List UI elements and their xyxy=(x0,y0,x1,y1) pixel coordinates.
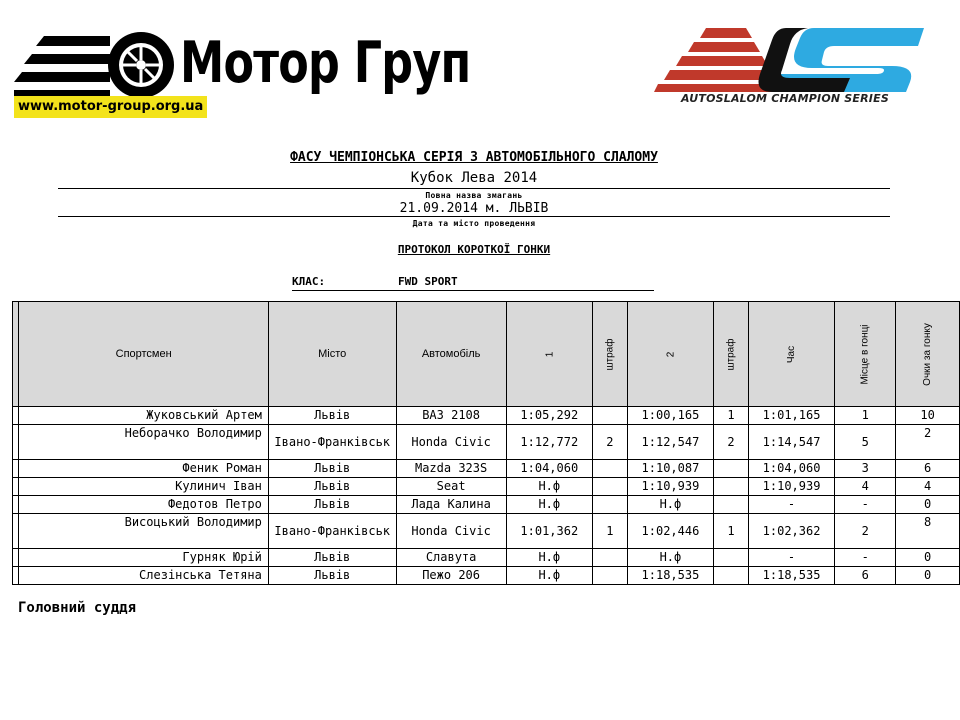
series-title: ФАСУ ЧЕМПІОНСЬКА СЕРІЯ З АВТОМОБІЛЬНОГО СЛАЛОМУ xyxy=(290,150,658,165)
points: 2 xyxy=(896,425,960,460)
athlete-name: Феник Роман xyxy=(19,460,268,478)
penalty1 xyxy=(592,496,627,514)
run2: Н.ф xyxy=(627,496,713,514)
car: Славута xyxy=(396,549,506,567)
time: - xyxy=(748,549,834,567)
car: Seat xyxy=(396,478,506,496)
col-header-penalty2: штраф xyxy=(714,302,749,407)
points: 8 xyxy=(896,514,960,549)
table-header-row xyxy=(13,302,960,407)
run2: 1:02,446 xyxy=(627,514,713,549)
penalty1 xyxy=(592,460,627,478)
place: - xyxy=(835,496,896,514)
event-name-caption: Повна назва змагань xyxy=(425,191,523,200)
points: 6 xyxy=(896,460,960,478)
penalty2 xyxy=(714,549,749,567)
col-header-athlete: Спортсмен xyxy=(19,302,268,407)
penalty2 xyxy=(714,460,749,478)
place: 1 xyxy=(835,407,896,425)
table-row xyxy=(13,425,960,460)
place: 6 xyxy=(835,567,896,585)
protocol-title: ПРОТОКОЛ КОРОТКОЇ ГОНКИ xyxy=(397,243,551,256)
acs-mark-icon xyxy=(654,26,926,92)
car: Honda Civic xyxy=(396,514,506,549)
col-header-city: Місто xyxy=(268,302,396,407)
date-place-caption: Дата та місто проведення xyxy=(412,219,536,228)
athlete-name: Кулинич Іван xyxy=(19,478,268,496)
penalty2: 1 xyxy=(714,407,749,425)
class-line xyxy=(292,275,654,291)
time: 1:02,362 xyxy=(748,514,834,549)
penalty2: 2 xyxy=(714,425,749,460)
results-table xyxy=(12,301,960,585)
motor-group-brand-name: Мотор Груп xyxy=(180,30,471,96)
city: Львів xyxy=(268,478,396,496)
city: Івано-Франківськ xyxy=(268,425,396,460)
acs-tagline: AUTOSLALOM CHAMPION SERIES xyxy=(681,92,889,105)
car: Лада Калина xyxy=(396,496,506,514)
col-header-penalty1: штраф xyxy=(592,302,627,407)
date-place: 21.09.2014 м. ЛЬВІВ xyxy=(399,201,549,216)
run2: 1:18,535 xyxy=(627,567,713,585)
event-name: Кубок Лева 2014 xyxy=(410,170,538,186)
table-row xyxy=(13,407,960,425)
col-header-run1: 1 xyxy=(506,302,592,407)
run1: Н.ф xyxy=(506,549,592,567)
run1: 1:05,292 xyxy=(506,407,592,425)
city: Львів xyxy=(268,460,396,478)
table-row xyxy=(13,460,960,478)
motor-group-logo xyxy=(14,26,471,124)
run1: Н.ф xyxy=(506,496,592,514)
table-row xyxy=(13,567,960,585)
class-value: FWD SPORT xyxy=(398,275,458,288)
penalty1: 2 xyxy=(592,425,627,460)
run1: 1:04,060 xyxy=(506,460,592,478)
athlete-name: Жуковський Артем xyxy=(19,407,268,425)
chief-judge-label: Головний суддя xyxy=(18,600,137,616)
run1: Н.ф xyxy=(506,478,592,496)
col-header-car: Автомобіль xyxy=(396,302,506,407)
athlete-name: Федотов Петро xyxy=(19,496,268,514)
place: 5 xyxy=(835,425,896,460)
points: 4 xyxy=(896,478,960,496)
athlete-name: Неборачко Володимир xyxy=(19,425,268,460)
run2: 1:12,547 xyxy=(627,425,713,460)
car: ВАЗ 2108 xyxy=(396,407,506,425)
place: 2 xyxy=(835,514,896,549)
place: - xyxy=(835,549,896,567)
time: 1:18,535 xyxy=(748,567,834,585)
points: 10 xyxy=(896,407,960,425)
run2: 1:10,939 xyxy=(627,478,713,496)
athlete-name: Слезінська Тетяна xyxy=(19,567,268,585)
city: Львів xyxy=(268,567,396,585)
penalty2: 1 xyxy=(714,514,749,549)
time: 1:14,547 xyxy=(748,425,834,460)
car: Пежо 206 xyxy=(396,567,506,585)
penalty2 xyxy=(714,567,749,585)
points: 0 xyxy=(896,567,960,585)
place: 4 xyxy=(835,478,896,496)
col-header-place: Місце в гонці xyxy=(835,302,896,407)
col-header-points: Очки за гонку xyxy=(896,302,960,407)
penalty1 xyxy=(592,567,627,585)
table-row xyxy=(13,496,960,514)
place: 3 xyxy=(835,460,896,478)
penalty1 xyxy=(592,478,627,496)
points: 0 xyxy=(896,496,960,514)
table-row xyxy=(13,549,960,567)
col-header-time: Час xyxy=(748,302,834,407)
car: Mazda 323S xyxy=(396,460,506,478)
athlete-name: Висоцький Володимир xyxy=(19,514,268,549)
speed-stripes-icon xyxy=(14,32,110,98)
date-place-line xyxy=(58,201,890,217)
city: Львів xyxy=(268,496,396,514)
table-row xyxy=(13,478,960,496)
penalty1: 1 xyxy=(592,514,627,549)
class-label: КЛАС: xyxy=(292,275,326,288)
time: 1:10,939 xyxy=(748,478,834,496)
run2: 1:00,165 xyxy=(627,407,713,425)
city: Львів xyxy=(268,549,396,567)
penalty2 xyxy=(714,478,749,496)
penalty2 xyxy=(714,496,749,514)
city: Львів xyxy=(268,407,396,425)
acs-logo xyxy=(654,26,926,110)
penalty1 xyxy=(592,549,627,567)
car: Honda Civic xyxy=(396,425,506,460)
wheel-icon xyxy=(106,30,176,100)
time: - xyxy=(748,496,834,514)
run1: Н.ф xyxy=(506,567,592,585)
time: 1:04,060 xyxy=(748,460,834,478)
run1: 1:01,362 xyxy=(506,514,592,549)
points: 0 xyxy=(896,549,960,567)
run2: Н.ф xyxy=(627,549,713,567)
time: 1:01,165 xyxy=(748,407,834,425)
penalty1 xyxy=(592,407,627,425)
run2: 1:10,087 xyxy=(627,460,713,478)
event-name-underline xyxy=(58,188,890,189)
col-header-run2: 2 xyxy=(627,302,713,407)
motor-group-url: www.motor-group.org.ua xyxy=(14,96,207,118)
city: Івано-Франківськ xyxy=(268,514,396,549)
athlete-name: Гурняк Юрій xyxy=(19,549,268,567)
run1: 1:12,772 xyxy=(506,425,592,460)
table-row xyxy=(13,514,960,549)
